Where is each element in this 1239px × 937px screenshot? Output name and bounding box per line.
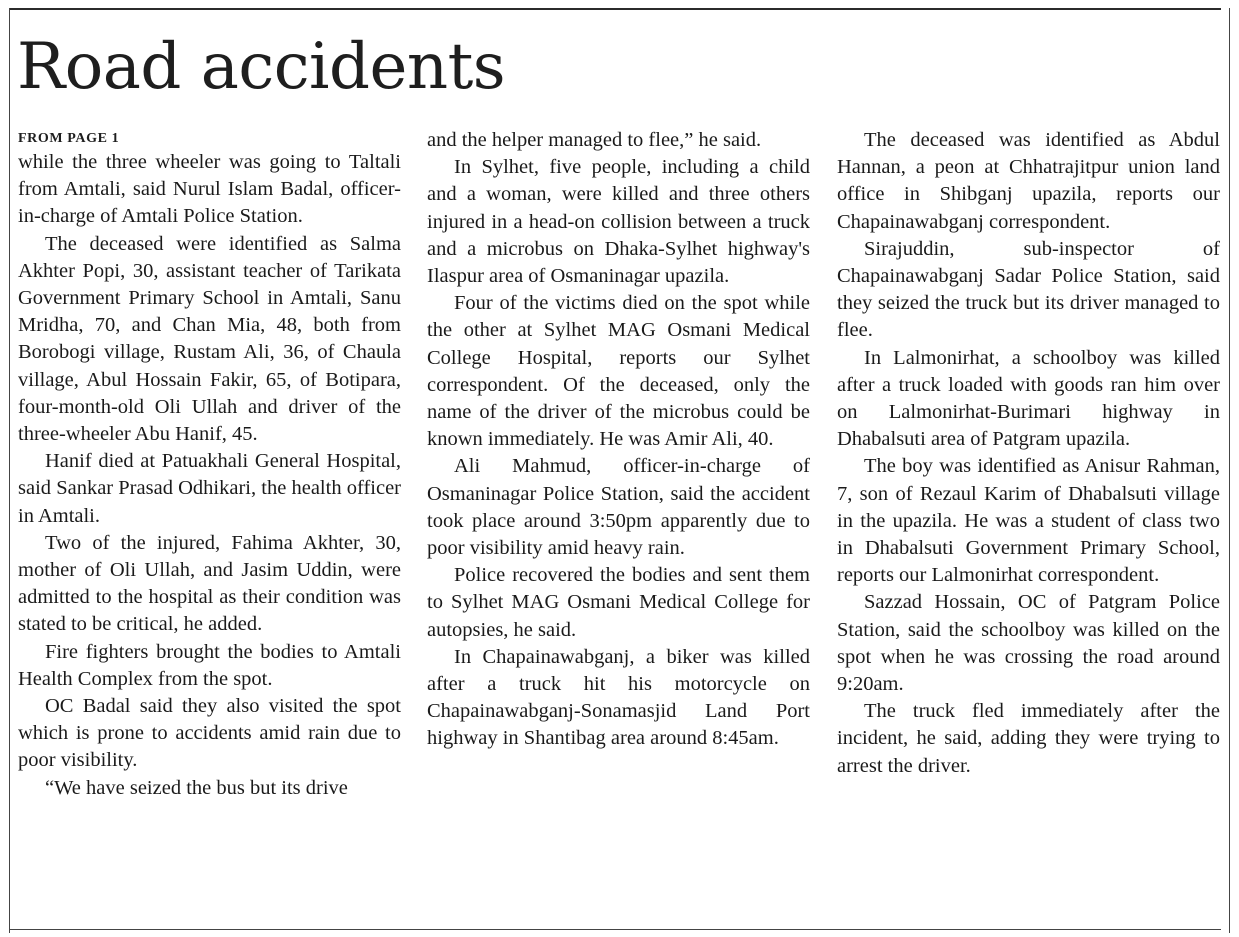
paragraph: Hanif died at Patuakhali General Hospital, said Sankar Prasad Odhikari, the health officer in Amtali. (18, 450, 401, 527)
paragraph: and the helper managed to flee,” he said. (427, 129, 762, 151)
paragraph: OC Badal said they also visited the spot which is prone to accidents amid rain due to poor visibility. (18, 695, 401, 772)
article-column-1 (18, 127, 401, 802)
paragraph: while the three wheeler was going to Taltali from Amtali, said Nurul Islam Badal, officer-in-charge of Amtali Police Station. (18, 151, 401, 228)
paragraph: Sirajuddin, sub-inspector of Chapainawabganj Sadar Police Station, said they seized the truck but its driver managed to flee. (837, 237, 1220, 342)
paragraph: In Chapainawabganj, a biker was killed after a truck hit his motorcycle on Chapainawabganj-Sonamasjid Land Port highway in Shantibag area around 8:45am. (427, 645, 810, 750)
article-column-2 (427, 127, 810, 753)
jump-label: FROM PAGE 1 (18, 131, 120, 146)
paragraph: The boy was identified as Anisur Rahman, 7, son of Rezaul Karim of Dhabalsuti village in the upazila. He was a student of class two in Dhabalsuti Government Primary School, reports our Lalmonirhat correspondent. (837, 455, 1220, 587)
bottom-rule (9, 929, 1221, 930)
paragraph: Ali Mahmud, officer-in-charge of Osmaninagar Police Station, said the accident took place around 3:50pm apparently due to poor visibility amid heavy rain. (427, 455, 810, 560)
paragraph: In Lalmonirhat, a schoolboy was killed after a truck loaded with goods ran him over on Lalmonirhat-Burimari highway in Dhabalsuti area of Patgram upazila. (837, 346, 1220, 451)
paragraph: In Sylhet, five people, including a child and a woman, were killed and three others injured in a head-on collision between a truck and a microbus on Dhaka-Sylhet highway's Ilaspur area of Osmaninagar upazila. (427, 156, 810, 288)
paragraph: Sazzad Hossain, OC of Patgram Police Station, said the schoolboy was killed on the spot when he was crossing the road around 9:20am. (837, 591, 1220, 696)
paragraph: The truck fled immediately after the incident, he said, adding they were trying to arrest the driver. (837, 700, 1220, 777)
paragraph: Police recovered the bodies and sent them to Sylhet MAG Osmani Medical College for autopsies, he said. (427, 564, 810, 641)
paragraph: Two of the injured, Fahima Akhter, 30, mother of Oli Ullah, and Jasim Uddin, were admitted to the hospital as their condition was stated to be critical, he added. (18, 531, 401, 636)
article-column-3 (837, 127, 1220, 780)
left-border (9, 8, 10, 933)
paragraph: Four of the victims died on the spot while the other at Sylhet MAG Osmani Medical College Hospital, reports our Sylhet correspondent. Of the deceased, only the name of the driver of the microbus could be known immediately. He was Amir Ali, 40. (427, 292, 810, 451)
headline: Road accidents (17, 30, 506, 104)
paragraph: “We have seized the bus but its drive (45, 776, 348, 799)
top-rule (9, 8, 1221, 10)
paragraph: Fire fighters brought the bodies to Amtali Health Complex from the spot. (18, 640, 401, 690)
right-border (1229, 8, 1230, 933)
paragraph: The deceased were identified as Salma Akhter Popi, 30, assistant teacher of Tarikata Government Primary School in Amtali, Sanu Mridha, 70, and Chan Mia, 48, both from Borobogi village, Rustam Ali, 36, of Chaula village, Abul Hossain Fakir, 65, of Botipara, four-month-old Oli Ullah and driver of the three-wheeler Abu Hanif, 45. (18, 232, 401, 446)
paragraph: The deceased was identified as Abdul Hannan, a peon at Chhatrajitpur union land office in Shibganj upazila, reports our Chapainawabganj correspondent. (837, 129, 1220, 233)
